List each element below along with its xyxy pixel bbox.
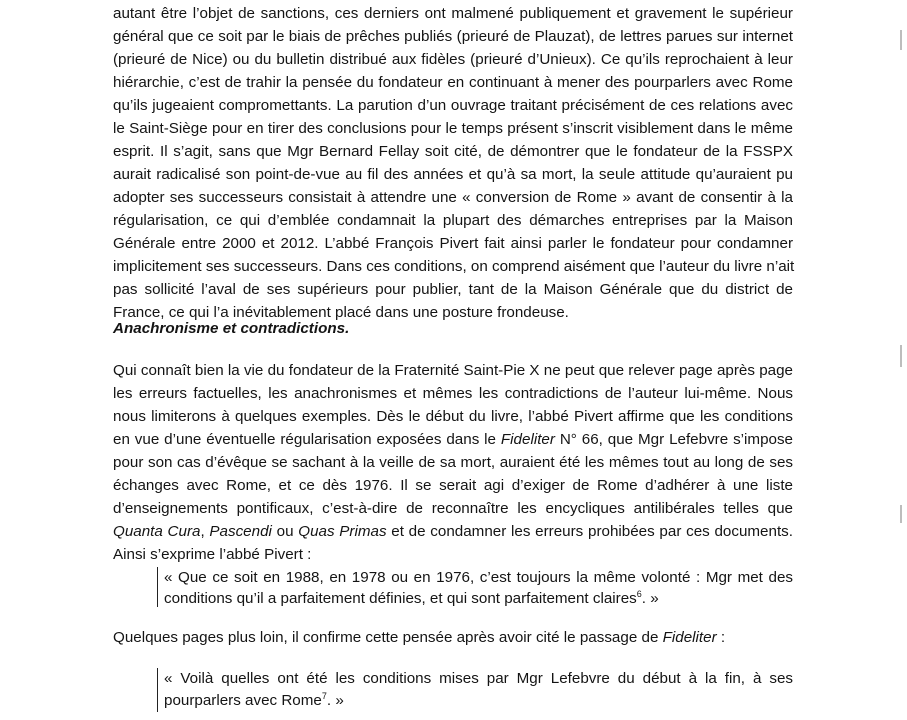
text-line: aurait radicalisé son point-de-vue au fil des années et qu’à sa mort, la seule attitude qu’auraient pu: [113, 166, 793, 183]
footnote-ref[interactable]: 7: [321, 690, 327, 701]
text-line: pour son cas d’évêque se sachant à la veille de sa mort, auraient été les mêmes tout au long de ses: [113, 454, 793, 471]
text-line: autant être l’objet de sanctions, ces derniers ont malmené publiquement et gravement le supérieur: [113, 5, 793, 22]
text-run: et de condamner les erreurs prohibées par ces documents.: [386, 523, 793, 540]
section-heading: Anachronisme et contradictions.: [113, 320, 350, 337]
text-run: Quelques pages plus loin, il confirme cette pensée après avoir cité le passage de: [113, 629, 663, 646]
publication-title: Fideliter: [662, 629, 717, 646]
text-line: adopter ses successeurs consistait à attendre une « conversion de Rome » avant de consentir à la: [113, 189, 793, 206]
text-line: Générale entre 2000 et 2012. L’abbé François Pivert fait ainsi parler le fondateur pour condamner: [113, 235, 793, 252]
footnote-ref[interactable]: 6: [636, 588, 642, 599]
scan-edge-mark: [900, 505, 902, 523]
text-line: le Saint-Siège pour en tirer des conclusions pour le temps présent s’inscrit visiblement dans le même: [113, 120, 793, 137]
text-run: :: [716, 629, 726, 646]
text-line: échanges avec Rome, et ce dès 1976. Il se serait agi d’exiger de Rome d’adhérer à une liste: [113, 477, 793, 494]
text-line: hiérarchie, c’est de trahir la pensée du fondateur en continuant à mener des pourparlers avec Rome: [113, 74, 793, 91]
quote-line: « Que ce soit en 1988, en 1978 ou en 1976, c’est toujours la même volonté : Mgr met des: [164, 569, 793, 586]
scan-edge-mark: [900, 345, 902, 367]
text-run: N° 66, que Mgr Lefebvre s’impose: [554, 431, 793, 448]
text-line: esprit. Il s’agit, sans que Mgr Bernard Fellay soit cité, de démontrer que le fondateur de la FSSPX: [113, 143, 793, 160]
text-run: conditions qu’il a parfaitement définies, et qui sont parfaitement claires: [164, 590, 637, 607]
quote-line: [164, 588, 793, 609]
text-run: ,: [200, 523, 210, 540]
quote-bar: [157, 567, 158, 607]
text-run: . »: [326, 692, 344, 709]
publication-title: Fideliter: [500, 431, 555, 448]
quote-line: [164, 690, 793, 711]
encyclical-title: Pascendi: [209, 523, 272, 540]
encyclical-title: Quanta Cura: [113, 523, 201, 540]
text-line: qu’ils jugeaient compromettants. La parution d’un ouvrage traitant précisément de ces relations avec: [113, 97, 793, 114]
scan-edge-mark: [900, 30, 902, 50]
text-run: ou: [271, 523, 299, 540]
text-line: [113, 429, 793, 450]
text-run: en vue d’une éventuelle régularisation exposées dans le: [113, 431, 501, 448]
text-line: pas sollicité l’aval de ses supérieurs pour publier, tant de la Maison Générale que du district de: [113, 281, 793, 298]
text-line: implicitement ses successeurs. Dans ces conditions, on comprend aisément que l’auteur du livre n’ait: [113, 258, 795, 275]
text-line: général que ce soit par le biais de prêches publiés (prieuré de Plauzat), de lettres parues sur internet: [113, 28, 793, 45]
text-line: régularisation, ce qui d’emblée condamnait la plupart des démarches entreprises par la Maison: [113, 212, 793, 229]
text-line: [113, 521, 793, 542]
paragraph-confirmation: [113, 627, 793, 648]
text-line: France, ce qui l’a inévitablement placé dans une posture frondeuse.: [113, 304, 569, 321]
text-line: les erreurs factuelles, les anachronismes et mêmes les contradictions de l’auteur lui-même. Nous: [113, 385, 793, 402]
text-line: nous limiterons à quelques exemples. Dès le début du livre, l’abbé Pivert affirme que les conditions: [113, 408, 793, 425]
quote-line: « Voilà quelles ont été les conditions mises par Mgr Lefebvre du début à la fin, à ses: [164, 670, 793, 687]
text-run: . »: [641, 590, 659, 607]
text-line: d’enseignements pontificaux, c’est-à-dire de reconnaître les encycliques antilibérales telles que: [113, 500, 793, 517]
quote-bar: [157, 668, 158, 712]
text-run: pourparlers avec Rome: [164, 692, 322, 709]
encyclical-title: Quas Primas: [298, 523, 387, 540]
text-line: Ainsi s’exprime l’abbé Pivert :: [113, 546, 312, 563]
text-line: (prieuré de Nice) ou du bulletin distribué aux fidèles (prieuré d’Unieux). Ce qu’ils reprochaient à leur: [113, 51, 793, 68]
text-line: Qui connaît bien la vie du fondateur de la Fraternité Saint-Pie X ne peut que relever page après page: [113, 362, 793, 379]
